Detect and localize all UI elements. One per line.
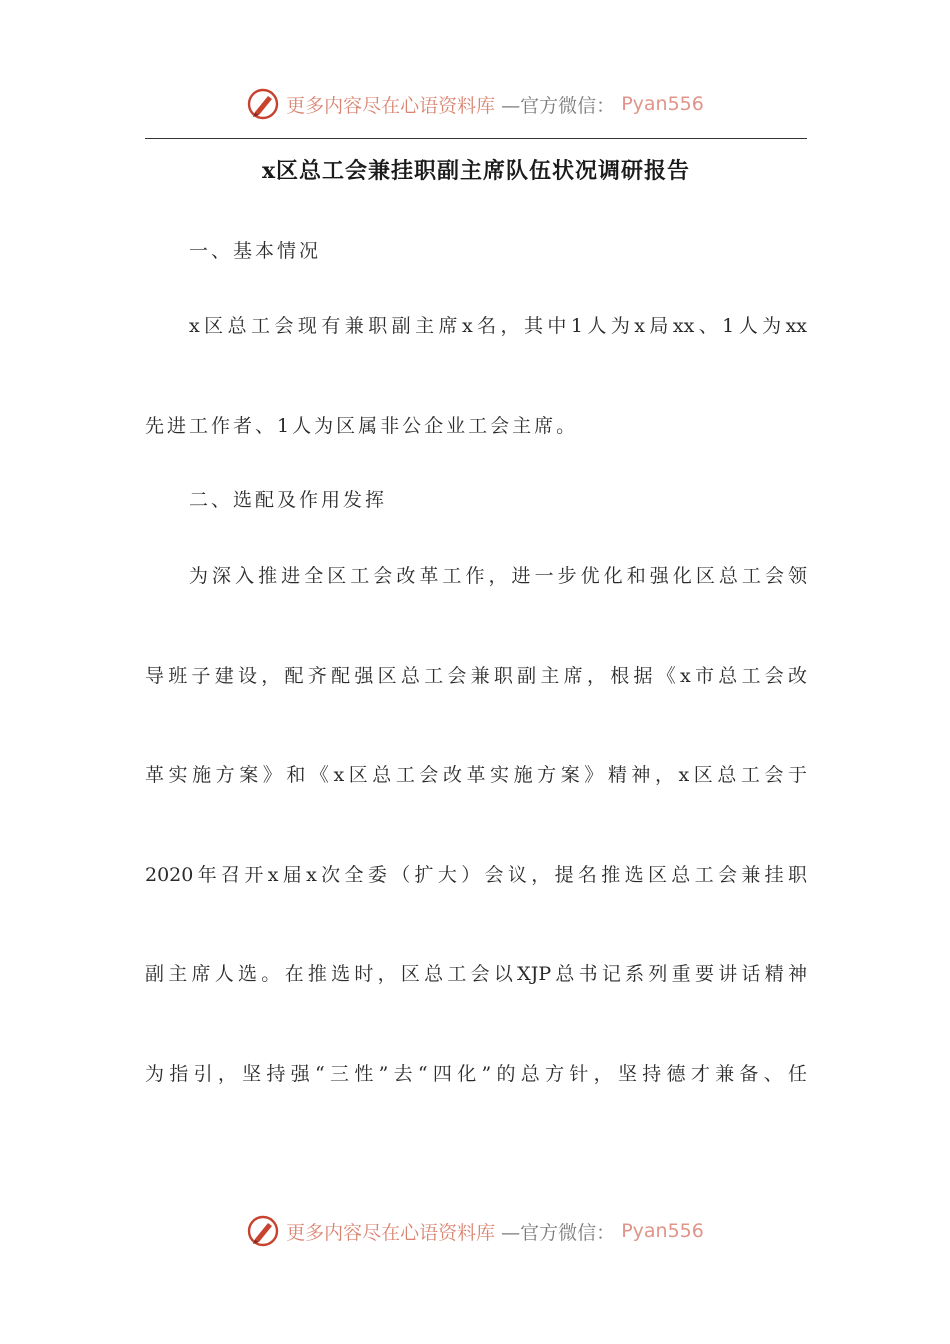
- paragraph-line: 导班子建设，配齐配强区总工会兼职副主席，根据《x市总工会改: [145, 665, 807, 687]
- banner-wechat-id: Pyan556: [621, 93, 704, 115]
- paragraph-line: 副主席人选。在推选时，区总工会以XJP总书记系列重要讲话精神: [145, 963, 807, 985]
- header-banner: [0, 84, 950, 124]
- header-rule: [145, 138, 807, 139]
- paragraph-line: 为指引，坚持强“三性”去“四化”的总方针，坚持德才兼备、任: [145, 1063, 807, 1085]
- paragraph-line: 为深入推进全区工会改革工作，进一步优化和强化区总工会领: [189, 565, 807, 587]
- banner-wechat-id: Pyan556: [621, 1220, 704, 1242]
- banner-sub-text: —官方微信：: [501, 1221, 616, 1244]
- document-title: x区总工会兼挂职副主席队伍状况调研报告: [261, 158, 691, 184]
- banner-main-text: 更多内容尽在心语资料库: [286, 94, 496, 117]
- footer-banner: [0, 1211, 950, 1251]
- paragraph-line: 先进工作者、1人为区属非公企业工会主席。: [145, 415, 579, 437]
- banner-sub-text: —官方微信：: [501, 94, 616, 117]
- banner-main-text: 更多内容尽在心语资料库: [286, 1221, 496, 1244]
- pen-logo-icon: [246, 87, 280, 121]
- pen-logo-icon: [246, 1214, 280, 1248]
- section-heading-1: 一、基本情况: [189, 240, 322, 262]
- paragraph-line: x区总工会现有兼职副主席x名，其中1人为x局xx、1人为xx: [189, 315, 807, 337]
- paragraph-line: 革实施方案》和《x区总工会改革实施方案》精神，x区总工会于: [145, 764, 807, 786]
- paragraph-line: 2020年召开x届x次全委（扩大）会议，提名推选区总工会兼挂职: [145, 864, 807, 886]
- section-heading-2: 二、选配及作用发挥: [189, 489, 388, 511]
